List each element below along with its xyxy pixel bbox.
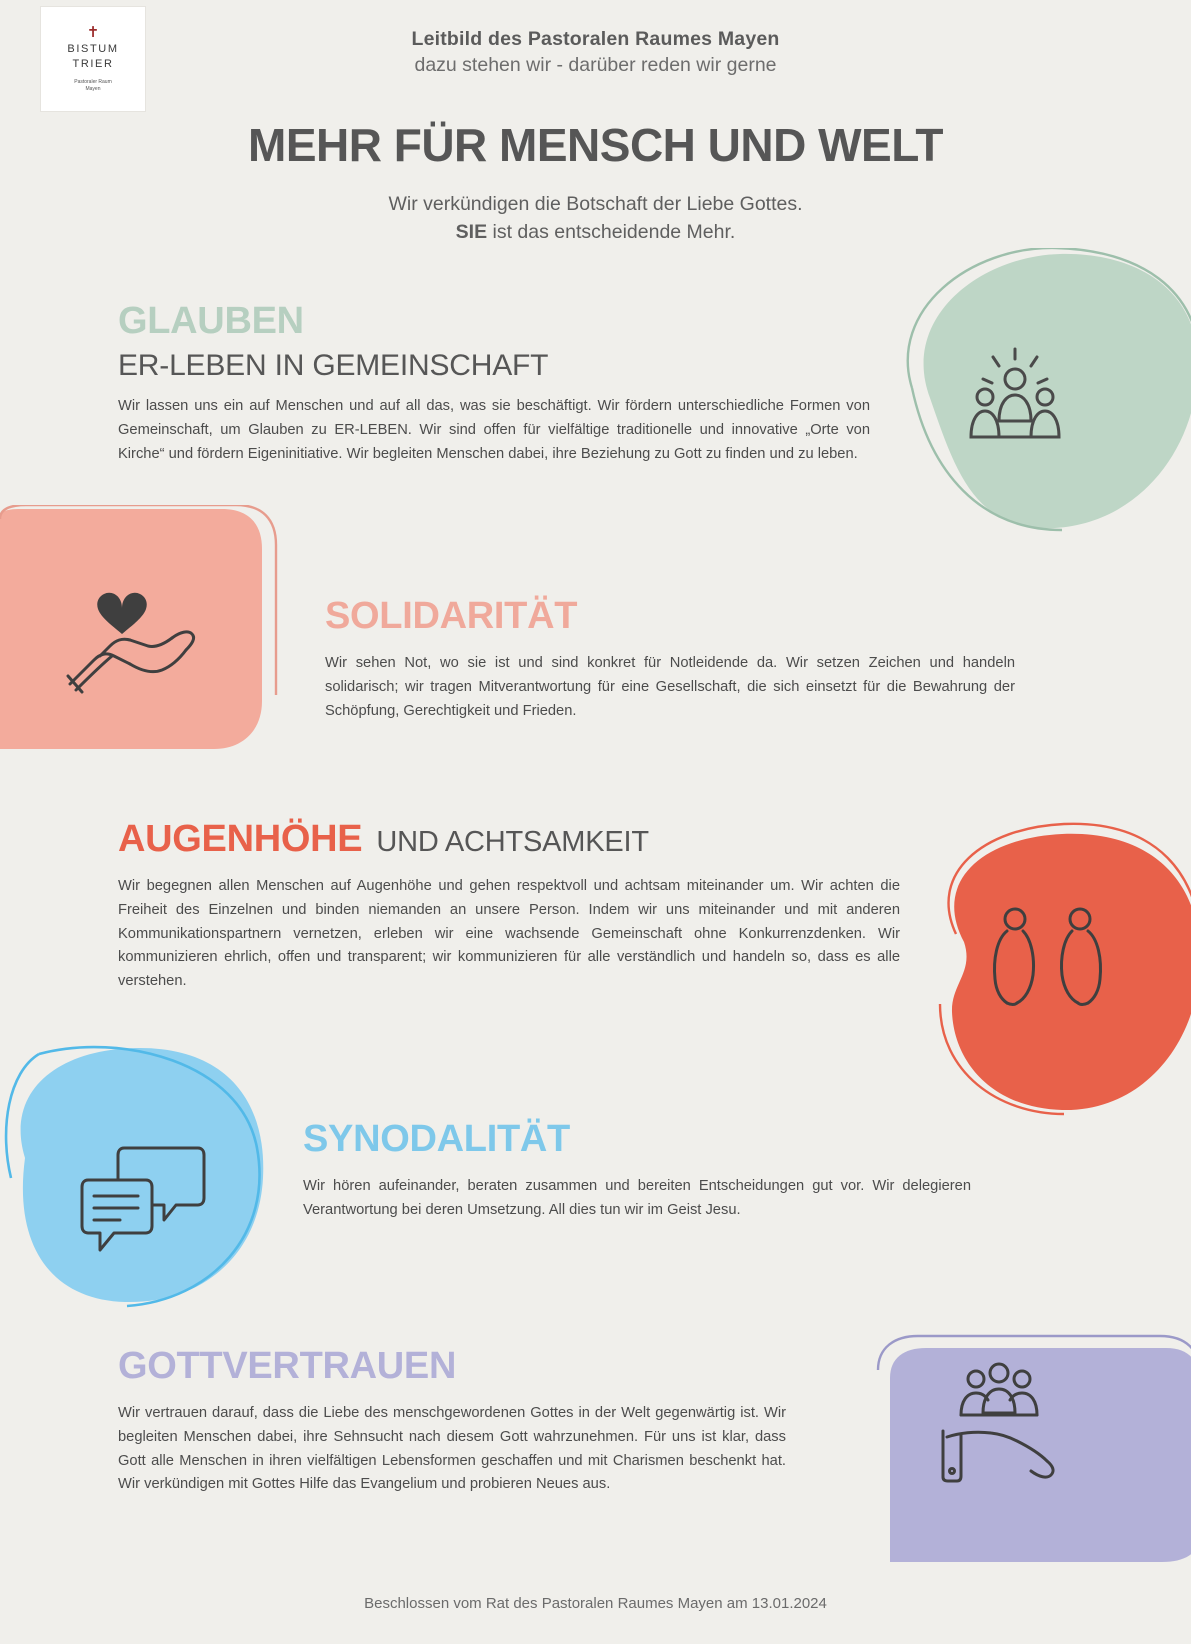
subtitle-emphasis: SIE bbox=[455, 221, 488, 244]
hand-holding-people-icon bbox=[935, 1355, 1065, 1485]
footer-text: Beschlossen vom Rat des Pastoralen Raumes Mayen am 13.01.2024 bbox=[364, 1595, 827, 1612]
section-kicker-gottvertrauen: GOTTVERTRAUEN bbox=[118, 1345, 457, 1387]
section-body-glauben: Wir lassen uns ein auf Menschen und auf all das, was sie beschäftigt. Wir fördern unterschiedliche Formen von Gemeinschaft, um Glauben zu ER-LEBEN. Wir sind offen für vielfältige traditionelle und innovative „Orte von Kirche“ und fördern Eigeninitiative. Wir begleiten Menschen dabei, ihre Beziehung zu Gott zu finden und zu leben. bbox=[118, 398, 870, 462]
group-of-people-icon bbox=[955, 345, 1075, 455]
section-subheading-augenhoehe: UND ACHTSAMKEIT bbox=[376, 826, 649, 858]
section-body-gottvertrauen: Wir vertrauen darauf, dass die Liebe des menschgewordenen Gottes in der Welt gegenwärtig ist. Wir begleiten Menschen dabei, ihre Sehnsucht nach diesem Gott wahrzunehmen. Für uns ist klar, dass Gott alle Menschen in ihren vielfältigen Lebensformen geschaffen und mit Charismen beschenkt hat. Wir verkündigen mit Gottes Hilfe das Evangelium und probieren Neues aus. bbox=[118, 1405, 786, 1493]
logo-sub-line2: Mayen bbox=[85, 86, 101, 93]
logo-name-line2: TRIER bbox=[72, 57, 114, 70]
subtitle-line1: Wir verkündigen die Botschaft der Liebe Gottes. bbox=[388, 193, 803, 215]
logo-sub-line1: Pastoraler Raum bbox=[74, 79, 112, 86]
handshake-with-heart-icon bbox=[60, 572, 210, 702]
header-block bbox=[0, 28, 1191, 77]
green-blob-decoration bbox=[870, 248, 1191, 533]
section-solidaritaet bbox=[325, 595, 1015, 723]
logo-name-line1: BISTUM bbox=[67, 42, 119, 55]
page-subtitle bbox=[0, 190, 1191, 247]
page-title: MEHR FÜR MENSCH UND WELT bbox=[248, 119, 943, 171]
cross-icon: ✝ bbox=[86, 23, 100, 41]
salmon-blob-decoration bbox=[0, 505, 280, 760]
subtitle-line2-rest: ist das entscheidende Mehr. bbox=[487, 221, 736, 244]
section-synodalitaet bbox=[303, 1118, 975, 1223]
section-kicker-synodalitaet: SYNODALITÄT bbox=[303, 1118, 570, 1160]
section-augenhoehe bbox=[118, 818, 908, 994]
blue-blob-decoration bbox=[0, 1038, 295, 1318]
section-kicker-glauben: GLAUBEN bbox=[118, 300, 304, 342]
section-kicker-augenhoehe: AUGENHÖHE bbox=[118, 818, 363, 860]
section-body-solidaritaet: Wir sehen Not, wo sie ist und sind konkret für Notleidende da. Wir setzen Zeichen und handeln solidarisch; wir tragen Mitverantwortung für eine Gesellschaft, die sich einsetzt für die Bewahrung der Schöpfung, Gerechtigkeit und Frieden. bbox=[325, 655, 1015, 719]
header-line1: Leitbild des Pastoralen Raumes Mayen bbox=[411, 28, 780, 50]
two-people-bowing-icon bbox=[985, 905, 1110, 1010]
section-body-synodalitaet: Wir hören aufeinander, beraten zusammen und bereiten Entscheidungen gut vor. Wir delegieren Verantwortung bei deren Umsetzung. All dies tun wir im Geist Jesu. bbox=[303, 1178, 971, 1218]
section-gottvertrauen bbox=[118, 1345, 790, 1497]
section-subheading-glauben: ER-LEBEN IN GEMEINSCHAFT bbox=[118, 349, 549, 382]
violet-blob-decoration bbox=[870, 1322, 1191, 1562]
subtitle-line2 bbox=[0, 218, 1191, 246]
speech-bubbles-icon bbox=[78, 1140, 208, 1255]
section-body-augenhoehe: Wir begegnen allen Menschen auf Augenhöhe und gehen respektvoll und achtsam miteinander um. Wir achten die Freiheit des Einzelnen und binden niemanden an unsere Person. Indem wir uns miteinander und mit anderen Kommunikationspartnern vernetzen, erleben wir eine wachsende Gemeinschaft ohne Konkurrenzdenken. Wir kommunizieren ehrlich, offen und transparent; wir kommunizieren für alle verständlich und handeln so, dass es alle verstehen. bbox=[118, 878, 900, 990]
section-kicker-solidaritaet: SOLIDARITÄT bbox=[325, 595, 578, 637]
red-blob-decoration bbox=[912, 822, 1191, 1117]
header-line2: dazu stehen wir - darüber reden wir gerne bbox=[414, 54, 777, 76]
section-glauben bbox=[118, 300, 878, 466]
